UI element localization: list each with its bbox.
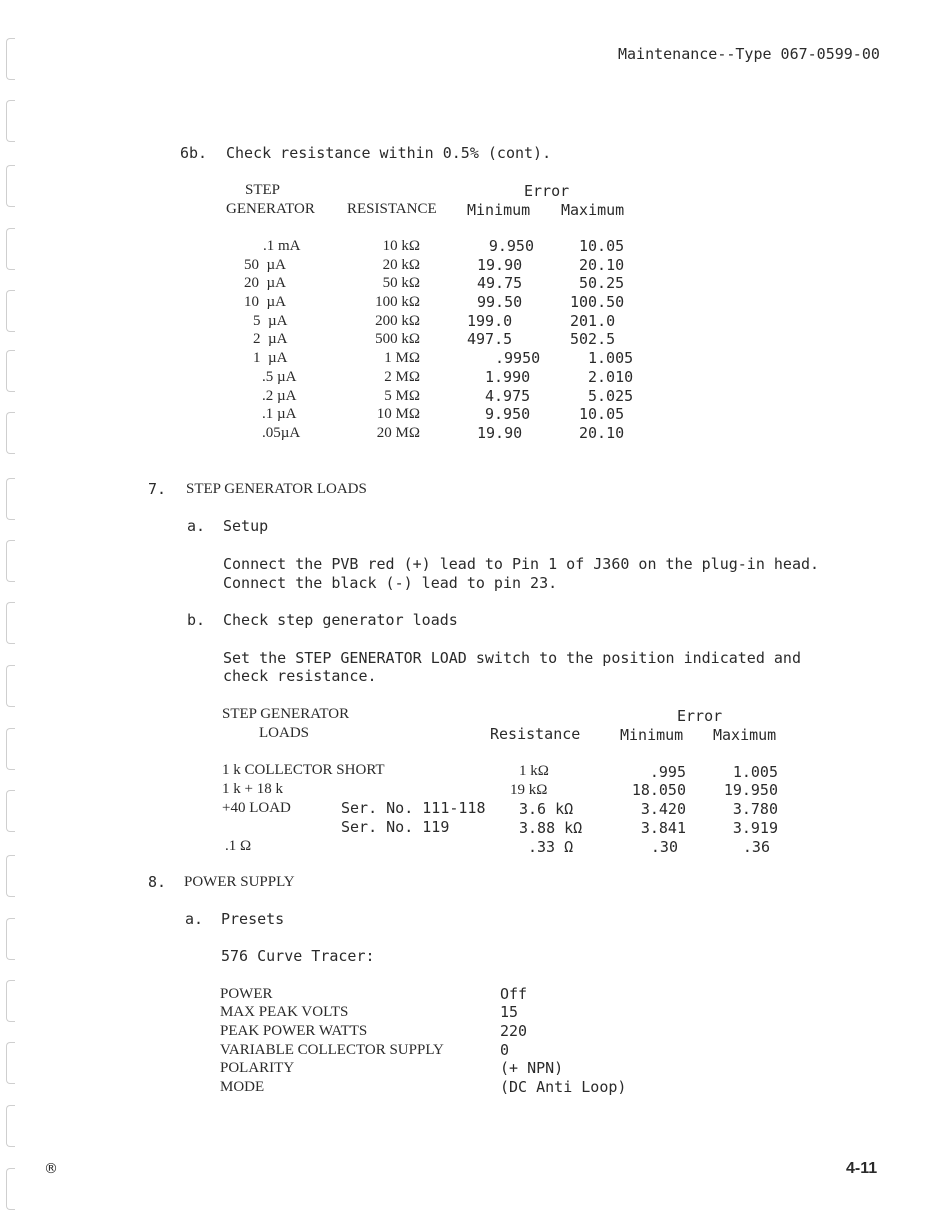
binder-mark xyxy=(6,38,15,80)
max-value: 201.0 xyxy=(570,312,616,330)
step-value: 2 µA xyxy=(253,331,288,347)
binder-mark xyxy=(6,918,15,960)
binder-mark xyxy=(6,602,15,644)
min-value: 9.950 xyxy=(485,405,531,423)
min-value: 199.0 xyxy=(467,312,513,330)
page-header: Maintenance--Type 067-0599-00 xyxy=(618,45,880,63)
section-number: 8. xyxy=(148,873,167,891)
max-value: 10.05 xyxy=(579,405,625,423)
resistance-value: 50 kΩ xyxy=(382,275,420,291)
binder-mark xyxy=(6,1042,15,1084)
max-value: 10.05 xyxy=(579,237,625,255)
preset-name: VARIABLE COLLECTOR SUPPLY xyxy=(220,1042,444,1058)
preset-value: (+ NPN) xyxy=(500,1059,564,1077)
preset-name: POWER xyxy=(220,986,273,1002)
binder-mark xyxy=(6,1105,15,1147)
min-value: 18.050 xyxy=(631,781,686,799)
step-value: 20 µA xyxy=(244,275,286,291)
resistance-value: 20 MΩ xyxy=(376,425,420,441)
column-header-step: STEP xyxy=(245,182,281,198)
binder-mark xyxy=(6,165,15,207)
binder-mark xyxy=(6,728,15,770)
min-value: 9.950 xyxy=(488,237,534,255)
serial-range: Ser. No. 111-118 xyxy=(341,799,486,817)
resistance-value: 1 MΩ xyxy=(384,350,420,366)
max-value: 20.10 xyxy=(579,424,625,442)
max-value: 1.005 xyxy=(588,349,634,367)
column-header-generator: GENERATOR xyxy=(226,201,315,217)
step-number: 6b. xyxy=(180,144,208,162)
min-value: .30 xyxy=(650,838,678,856)
max-value: 50.25 xyxy=(579,274,625,292)
min-value: 49.75 xyxy=(477,274,523,292)
resistance-value: 2 MΩ xyxy=(384,369,420,385)
min-value: 497.5 xyxy=(467,330,513,348)
preset-name: POLARITY xyxy=(220,1060,295,1076)
max-value: .36 xyxy=(742,838,770,856)
section-title: STEP GENERATOR LOADS xyxy=(186,481,367,497)
max-value: 2.010 xyxy=(588,368,634,386)
preset-value: 0 xyxy=(500,1041,510,1059)
column-header-loads: STEP GENERATOR xyxy=(222,706,350,722)
min-value: .995 xyxy=(649,763,686,781)
preset-name: PEAK POWER WATTS xyxy=(220,1023,368,1039)
binder-mark xyxy=(6,412,15,454)
load-name: 1 k + 18 k xyxy=(222,781,283,797)
binder-mark xyxy=(6,290,15,332)
preset-value: 220 xyxy=(500,1022,528,1040)
min-value: 4.975 xyxy=(485,387,531,405)
resistance-value: 3.88 kΩ xyxy=(519,819,583,837)
min-value: 3.420 xyxy=(640,800,686,818)
load-name: 1 k COLLECTOR SHORT xyxy=(222,762,385,778)
instruction-line: Set the STEP GENERATOR LOAD switch to the position indicated and xyxy=(223,649,801,667)
subsection-title: Check step generator loads xyxy=(223,611,458,629)
resistance-value: 100 kΩ xyxy=(375,294,420,310)
registered-mark: ® xyxy=(44,1161,58,1177)
step-value: .1 mA xyxy=(263,238,301,254)
subsection-label: b. xyxy=(187,611,206,629)
resistance-value: 19 kΩ xyxy=(510,782,548,798)
step-value: .2 µA xyxy=(262,388,297,404)
subsection-label: a. xyxy=(185,910,204,928)
min-value: 99.50 xyxy=(477,293,523,311)
step-value: .5 µA xyxy=(262,369,297,385)
step-value: 1 µA xyxy=(253,350,288,366)
subsection-label: a. xyxy=(187,517,206,535)
min-value: 3.841 xyxy=(640,819,686,837)
column-header-error: Error xyxy=(524,182,570,200)
column-header-maximum: Maximum xyxy=(561,201,625,219)
max-value: 1.005 xyxy=(732,763,778,781)
step-value: 5 µA xyxy=(253,313,288,329)
binder-mark xyxy=(6,228,15,270)
resistance-value: 500 kΩ xyxy=(375,331,420,347)
column-header-resistance: Resistance xyxy=(490,725,581,743)
step-value: .1 µA xyxy=(262,406,297,422)
step-value: 10 µA xyxy=(244,294,286,310)
preset-value: 15 xyxy=(500,1003,519,1021)
resistance-value: 200 kΩ xyxy=(375,313,420,329)
min-value: 19.90 xyxy=(477,424,523,442)
column-header-minimum: Minimum xyxy=(467,201,531,219)
load-name: +40 LOAD xyxy=(222,800,291,816)
instruction-line: Connect the black (-) lead to pin 23. xyxy=(223,574,558,592)
column-header-error: Error xyxy=(677,707,723,725)
binder-mark xyxy=(6,100,15,142)
section-number: 7. xyxy=(148,480,167,498)
preset-name: MAX PEAK VOLTS xyxy=(220,1004,349,1020)
step-value: 50 µA xyxy=(244,257,286,273)
preset-value: (DC Anti Loop) xyxy=(500,1078,627,1096)
max-value: 3.780 xyxy=(732,800,778,818)
binder-mark xyxy=(6,540,15,582)
min-value: 19.90 xyxy=(477,256,523,274)
resistance-value: 10 MΩ xyxy=(376,406,420,422)
binder-mark xyxy=(6,1168,15,1210)
binder-mark xyxy=(6,478,15,520)
column-header-maximum: Maximum xyxy=(713,726,777,744)
binder-mark xyxy=(6,350,15,392)
resistance-value: 10 kΩ xyxy=(382,238,420,254)
resistance-value: 5 MΩ xyxy=(384,388,420,404)
max-value: 3.919 xyxy=(732,819,778,837)
preset-name: MODE xyxy=(220,1079,265,1095)
section-title: POWER SUPPLY xyxy=(184,874,295,890)
resistance-value: 1 kΩ xyxy=(519,763,549,779)
column-header-resistance: RESISTANCE xyxy=(347,201,437,217)
step-heading: Check resistance within 0.5% (cont). xyxy=(226,144,552,162)
resistance-value: 20 kΩ xyxy=(382,257,420,273)
instruction-line: check resistance. xyxy=(223,667,377,685)
serial-range: Ser. No. 119 xyxy=(341,818,450,836)
load-name: .1 Ω xyxy=(225,838,252,854)
max-value: 19.950 xyxy=(723,781,778,799)
resistance-value: 3.6 kΩ xyxy=(519,800,574,818)
min-value: .9950 xyxy=(495,349,541,367)
binder-mark xyxy=(6,665,15,707)
column-header-loads-2: LOADS xyxy=(259,725,310,741)
max-value: 20.10 xyxy=(579,256,625,274)
subsection-title: Setup xyxy=(223,517,269,535)
instruction-line: Connect the PVB red (+) lead to Pin 1 of J360 on the plug-in head. xyxy=(223,555,820,573)
binder-mark xyxy=(6,980,15,1022)
min-value: 1.990 xyxy=(485,368,531,386)
column-header-minimum: Minimum xyxy=(620,726,684,744)
preset-value: Off xyxy=(500,985,528,1003)
subsection-title: Presets xyxy=(221,910,285,928)
binder-mark xyxy=(6,855,15,897)
resistance-value: .33 Ω xyxy=(528,838,574,856)
binder-mark xyxy=(6,790,15,832)
step-value: .05µA xyxy=(262,425,301,441)
page-number: 4-11 xyxy=(846,1160,878,1177)
instrument-name: 576 Curve Tracer: xyxy=(221,947,375,965)
max-value: 100.50 xyxy=(570,293,625,311)
max-value: 5.025 xyxy=(588,387,634,405)
max-value: 502.5 xyxy=(570,330,616,348)
